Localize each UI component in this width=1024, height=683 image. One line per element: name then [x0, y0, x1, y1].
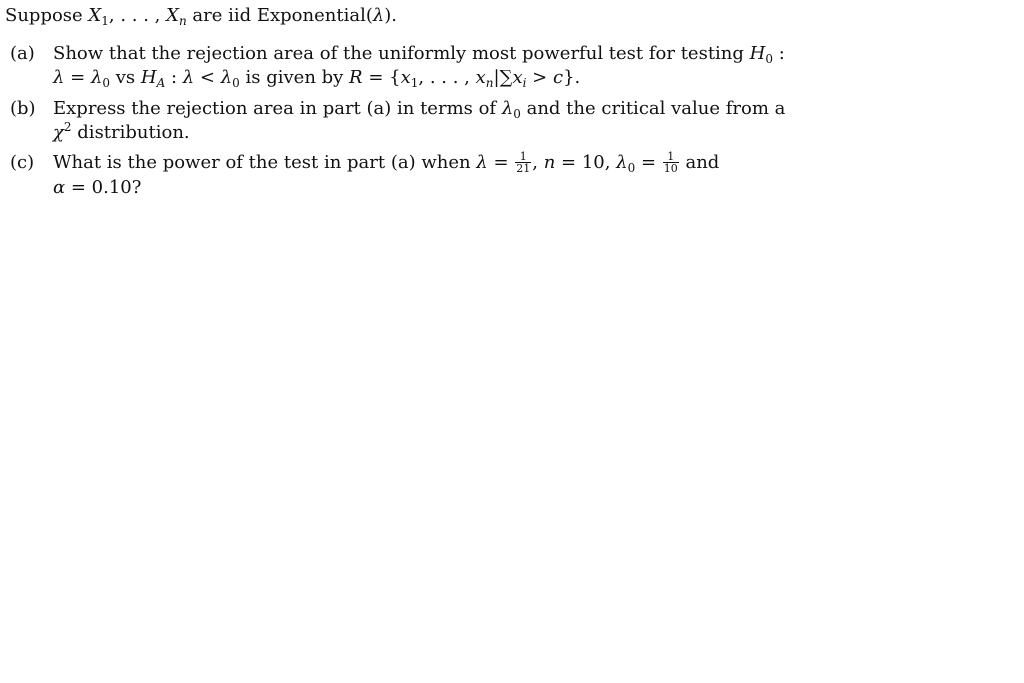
math-r-gt: >	[526, 67, 553, 88]
math-eq3-c: =	[635, 152, 662, 173]
part-c-line1-text	[53, 151, 719, 175]
math-lambda0-c: λ	[616, 152, 628, 173]
part-a-label: (a)	[10, 43, 35, 64]
math-alpha: α	[53, 177, 66, 198]
math-r-x1: x	[400, 67, 411, 88]
intro-text-after: are iid Exponential(	[186, 5, 373, 26]
math-h0: H	[749, 43, 766, 64]
math-sep: , . . . ,	[108, 5, 167, 26]
text-is-given: is given by	[239, 67, 350, 88]
part-a-text: Show that the rejection area of the uniformly most powerful test for testing	[53, 43, 750, 64]
intro-text: Suppose	[5, 5, 89, 26]
part-b-text-after: and the critical value from a	[520, 98, 786, 119]
math-chi: χ	[53, 122, 64, 143]
math-sum: ∑	[499, 67, 513, 88]
math-ha-lambda: λ	[182, 67, 195, 88]
math-ha-sub: A	[156, 76, 166, 90]
math-ha-lambda0-sub: 0	[232, 76, 240, 90]
math-eq1-c: =	[487, 152, 515, 173]
math-r: R	[349, 67, 363, 88]
part-b-label: (b)	[10, 98, 36, 119]
math-r-eq: = {	[362, 67, 401, 88]
math-lambda0-b: λ	[501, 98, 514, 119]
math-r-xn-sub: n	[485, 76, 494, 90]
part-c-label: (c)	[10, 152, 35, 173]
part-a-line1-text	[53, 42, 785, 66]
intro-line	[5, 4, 397, 28]
math-r-xn: x	[475, 67, 486, 88]
math-lambda0-a: λ	[90, 67, 103, 88]
math-alpha-eq: = 0.10?	[65, 177, 142, 198]
math-xn: X	[166, 5, 179, 26]
part-c-line2	[53, 176, 141, 200]
part-a-line2	[53, 66, 580, 90]
part-b-line2-text: distribution.	[71, 122, 190, 143]
part-a-line1	[10, 42, 785, 66]
math-h0-colon: :	[773, 43, 785, 64]
fraction-1-10	[663, 151, 679, 174]
frac2-denominator: 10	[663, 161, 678, 175]
part-c-and: and	[679, 152, 720, 173]
math-r-xi-sub: i	[522, 76, 527, 90]
math-ha: H	[140, 67, 157, 88]
part-c-text: What is the power of the test in part (a) when	[53, 152, 477, 173]
math-comma1-c: ,	[532, 152, 544, 173]
math-eq2-c: = 10,	[555, 152, 617, 173]
math-lambda: λ	[372, 5, 385, 26]
math-lambda0-sub-c: 0	[627, 161, 636, 175]
math-lambda-a: λ	[53, 67, 65, 88]
math-r-xi: x	[512, 67, 523, 88]
part-b-line2	[53, 121, 190, 145]
fraction-1-21	[515, 151, 531, 174]
math-lt: <	[194, 67, 221, 88]
math-lambda0-sub-a: 0	[102, 76, 111, 90]
part-b-line1	[10, 97, 786, 121]
math-x1: X	[88, 5, 102, 26]
part-c-line1	[10, 151, 750, 175]
math-eq-a: =	[64, 67, 91, 88]
math-x1-sub: 1	[101, 14, 109, 28]
math-chi-sup: 2	[63, 120, 72, 134]
math-ha-colon: :	[165, 67, 183, 88]
part-b-line1-text	[53, 97, 785, 121]
part-b-text: Express the rejection area in part (a) in terms of	[53, 98, 502, 119]
math-r-bar: |	[493, 67, 500, 88]
frac1-denominator: 21	[516, 161, 531, 175]
frac2-numerator: 1	[663, 151, 679, 163]
math-r-x1-sub: 1	[410, 76, 419, 90]
frac1-numerator: 1	[515, 151, 531, 163]
math-r-c: c	[552, 67, 564, 88]
math-h0-sub: 0	[765, 52, 773, 66]
math-lambda0-sub-b: 0	[513, 107, 521, 121]
math-r-dots: , . . . ,	[418, 67, 476, 88]
intro-close: ).	[384, 5, 398, 26]
math-lambda-c: λ	[476, 152, 488, 173]
math-xn-sub: n	[178, 14, 187, 28]
math-n-c: n	[543, 152, 556, 173]
math-r-close: }.	[563, 67, 581, 88]
math-ha-lambda0: λ	[220, 67, 233, 88]
text-vs: vs	[110, 67, 141, 88]
